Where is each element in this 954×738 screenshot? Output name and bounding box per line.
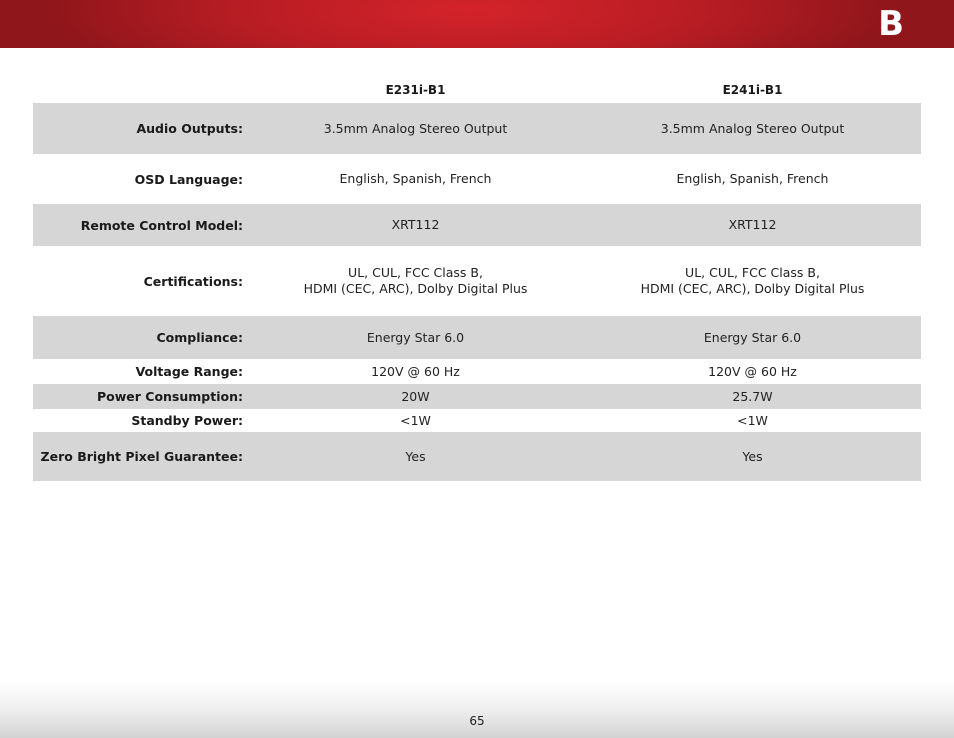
table-row-zero-bright-pixel bbox=[33, 432, 921, 481]
value-line: HDMI (CEC, ARC), Dolby Digital Plus bbox=[640, 281, 865, 296]
table-row-audio-outputs bbox=[33, 103, 921, 154]
footer-bar bbox=[0, 682, 954, 738]
row-label: Audio Outputs: bbox=[136, 121, 243, 136]
row-label: Compliance: bbox=[156, 330, 243, 345]
row-label: Zero Bright Pixel Guarantee: bbox=[40, 449, 243, 464]
row-value-e241i bbox=[584, 265, 921, 297]
row-value-e231i: English, Spanish, French bbox=[339, 171, 492, 186]
header-bar bbox=[0, 0, 954, 48]
row-value-e231i: 120V @ 60 Hz bbox=[371, 363, 460, 379]
table-row-power-consumption bbox=[33, 384, 921, 409]
row-value-e241i: 3.5mm Analog Stereo Output bbox=[660, 120, 845, 136]
row-label: Voltage Range: bbox=[135, 364, 243, 379]
row-value-e231i: Yes bbox=[405, 448, 426, 464]
row-value-e231i: 20W bbox=[401, 388, 430, 404]
value-line: UL, CUL, FCC Class B, bbox=[685, 265, 820, 280]
row-label: Remote Control Model: bbox=[80, 217, 243, 233]
table-row-remote-control-model bbox=[33, 204, 921, 246]
row-value-e241i: Energy Star 6.0 bbox=[703, 329, 802, 345]
row-label: Standby Power: bbox=[131, 413, 243, 428]
row-label: Certifications: bbox=[143, 273, 243, 289]
table-row-voltage-range bbox=[33, 359, 921, 384]
table-row-compliance bbox=[33, 316, 921, 359]
row-value-e231i bbox=[247, 265, 584, 297]
row-label: Power Consumption: bbox=[96, 389, 243, 404]
column-header-e231i: E231i-B1 bbox=[385, 83, 446, 97]
row-value-e231i: XRT112 bbox=[391, 217, 440, 232]
table-row-osd-language bbox=[33, 154, 921, 204]
appendix-letter: B bbox=[878, 4, 904, 44]
table-row-certifications bbox=[33, 246, 921, 316]
page-number: 65 bbox=[469, 714, 485, 728]
row-value-e241i: <1W bbox=[737, 412, 768, 428]
row-value-e241i: XRT112 bbox=[728, 217, 777, 232]
row-value-e231i: 3.5mm Analog Stereo Output bbox=[323, 120, 508, 136]
column-header-e241i: E241i-B1 bbox=[722, 83, 783, 97]
row-value-e241i: 120V @ 60 Hz bbox=[708, 363, 797, 379]
table-row-standby-power bbox=[33, 409, 921, 432]
row-label: OSD Language: bbox=[134, 171, 243, 187]
row-value-e231i: Energy Star 6.0 bbox=[366, 329, 465, 345]
row-value-e241i: Yes bbox=[742, 448, 763, 464]
value-line: UL, CUL, FCC Class B, bbox=[348, 265, 483, 280]
value-line: HDMI (CEC, ARC), Dolby Digital Plus bbox=[303, 281, 528, 296]
row-value-e241i: English, Spanish, French bbox=[676, 171, 829, 186]
row-value-e241i: 25.7W bbox=[732, 388, 773, 404]
spec-table bbox=[33, 78, 921, 481]
row-value-e231i: <1W bbox=[400, 412, 431, 428]
column-header-row bbox=[33, 78, 921, 103]
